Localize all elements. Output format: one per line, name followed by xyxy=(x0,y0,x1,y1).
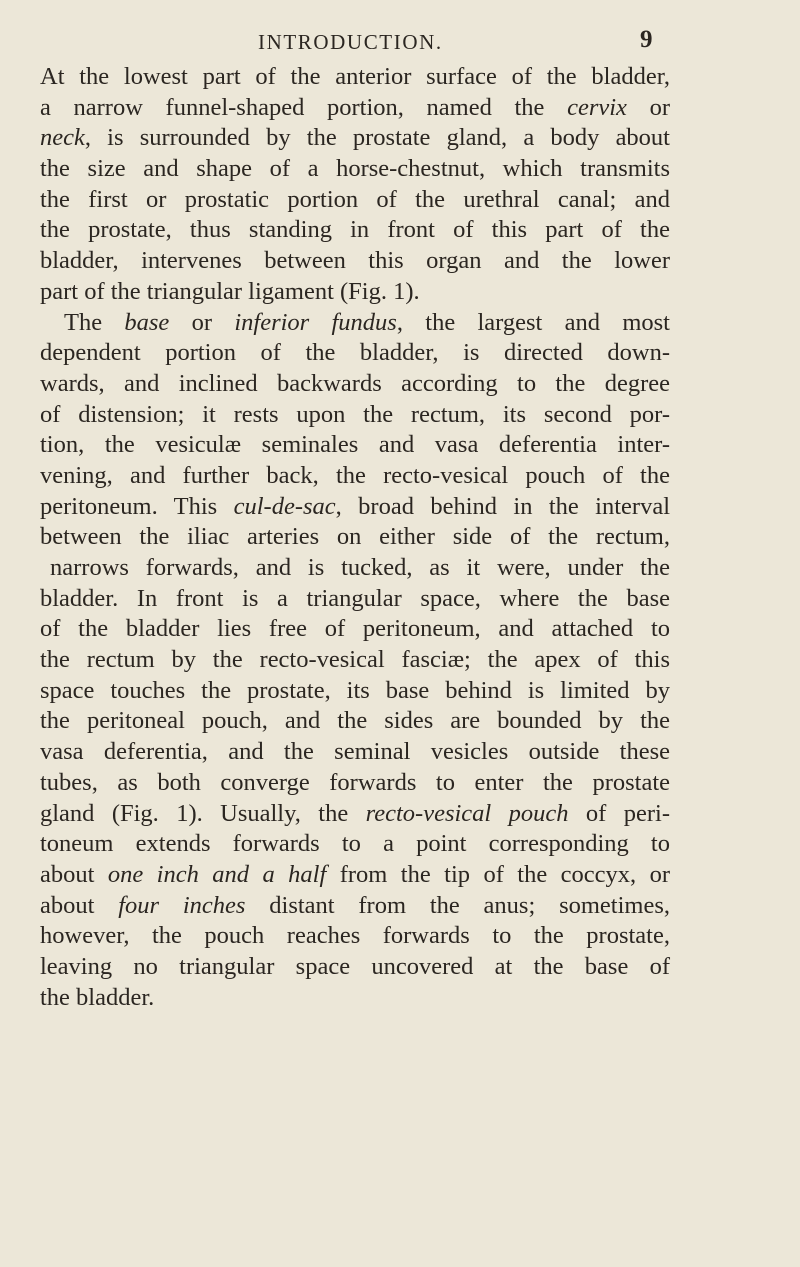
text-line-26: toneum extends forwards to a point corresponding to xyxy=(40,830,670,858)
body-text xyxy=(40,62,670,1013)
text-line-5: the first or prostatic portion of the urethral canal; and xyxy=(40,185,670,213)
text-line-20: the rectum by the recto-vesical fasciæ; the apex of this xyxy=(40,646,670,674)
text-line-12: of distension; it rests upon the rectum, its second por- xyxy=(40,400,670,428)
text-line-4: the size and shape of a horse-chestnut, which transmits xyxy=(40,155,670,183)
text-line-22: the peritoneal pouch, and the sides are bounded by the xyxy=(40,707,670,735)
text-line-6: the prostate, thus standing in front of this part of the xyxy=(40,216,670,244)
text-line-3: neck, is surrounded by the prostate gland, a body about xyxy=(40,124,670,152)
text-line-13: tion, the vesiculæ seminales and vasa deferentia inter- xyxy=(40,431,670,459)
running-head xyxy=(0,26,800,58)
text-line-25: gland (Fig. 1). Usually, the recto-vesical pouch of peri- xyxy=(40,799,670,827)
text-line-14: vening, and further back, the recto-vesical pouch of the xyxy=(40,461,670,489)
running-title: INTRODUCTION. xyxy=(258,30,443,54)
emphasis-cervix: cervix xyxy=(567,93,627,121)
text-line-29: however, the pouch reaches forwards to the prostate, xyxy=(40,922,670,950)
text-line-19: of the bladder lies free of peritoneum, and attached to xyxy=(40,615,670,643)
text-line-23: vasa deferentia, and the seminal vesicles outside these xyxy=(40,738,670,766)
emphasis-cul-de-sac: cul-de-sac xyxy=(233,492,336,520)
text-line-24: tubes, as both converge forwards to enter the prostate xyxy=(40,768,670,796)
text-line-10: dependent portion of the bladder, is directed down- xyxy=(40,339,670,367)
text-line-8: part of the triangular ligament (Fig. 1). xyxy=(40,277,420,305)
text-line-2: a narrow funnel-shaped portion, named the cervix or xyxy=(40,93,670,121)
text-line-21: space touches the prostate, its base behind is limited by xyxy=(40,676,670,704)
text-line-7: bladder, intervenes between this organ and the lower xyxy=(40,247,670,275)
text-line-31: the bladder. xyxy=(40,983,155,1011)
text-line-30: leaving no triangular space uncovered at the base of xyxy=(40,952,670,980)
emphasis-one-inch-and-a-half: one inch and a half xyxy=(107,860,327,888)
text-line-28: about four inches distant from the anus; sometimes, xyxy=(40,891,670,919)
emphasis-recto-vesical-pouch: recto-vesical pouch xyxy=(365,799,569,827)
text-line-15: peritoneum. This cul-de-sac, broad behind in the interval xyxy=(40,492,671,520)
text-line-27: about one inch and a half from the tip of the coccyx, or xyxy=(40,860,671,888)
page-number: 9 xyxy=(640,26,653,53)
emphasis-four-inches: four inches xyxy=(118,891,246,919)
text-line-16: between the iliac arteries on either side of the rectum, xyxy=(40,523,670,551)
emphasis-base: base xyxy=(124,308,170,336)
text-line-17: narrows forwards, and is tucked, as it were, under the xyxy=(50,554,670,581)
text-line-9: The base or inferior fundus, the largest and most xyxy=(64,308,670,336)
emphasis-neck: neck xyxy=(40,124,85,152)
text-line-1: At the lowest part of the anterior surface of the bladder, xyxy=(40,63,670,90)
text-line-11: wards, and inclined backwards according to the degree xyxy=(40,369,670,397)
text-line-18: bladder. In front is a triangular space, where the base xyxy=(40,584,670,612)
emphasis-inferior-fundus: inferior fundus xyxy=(234,308,397,336)
